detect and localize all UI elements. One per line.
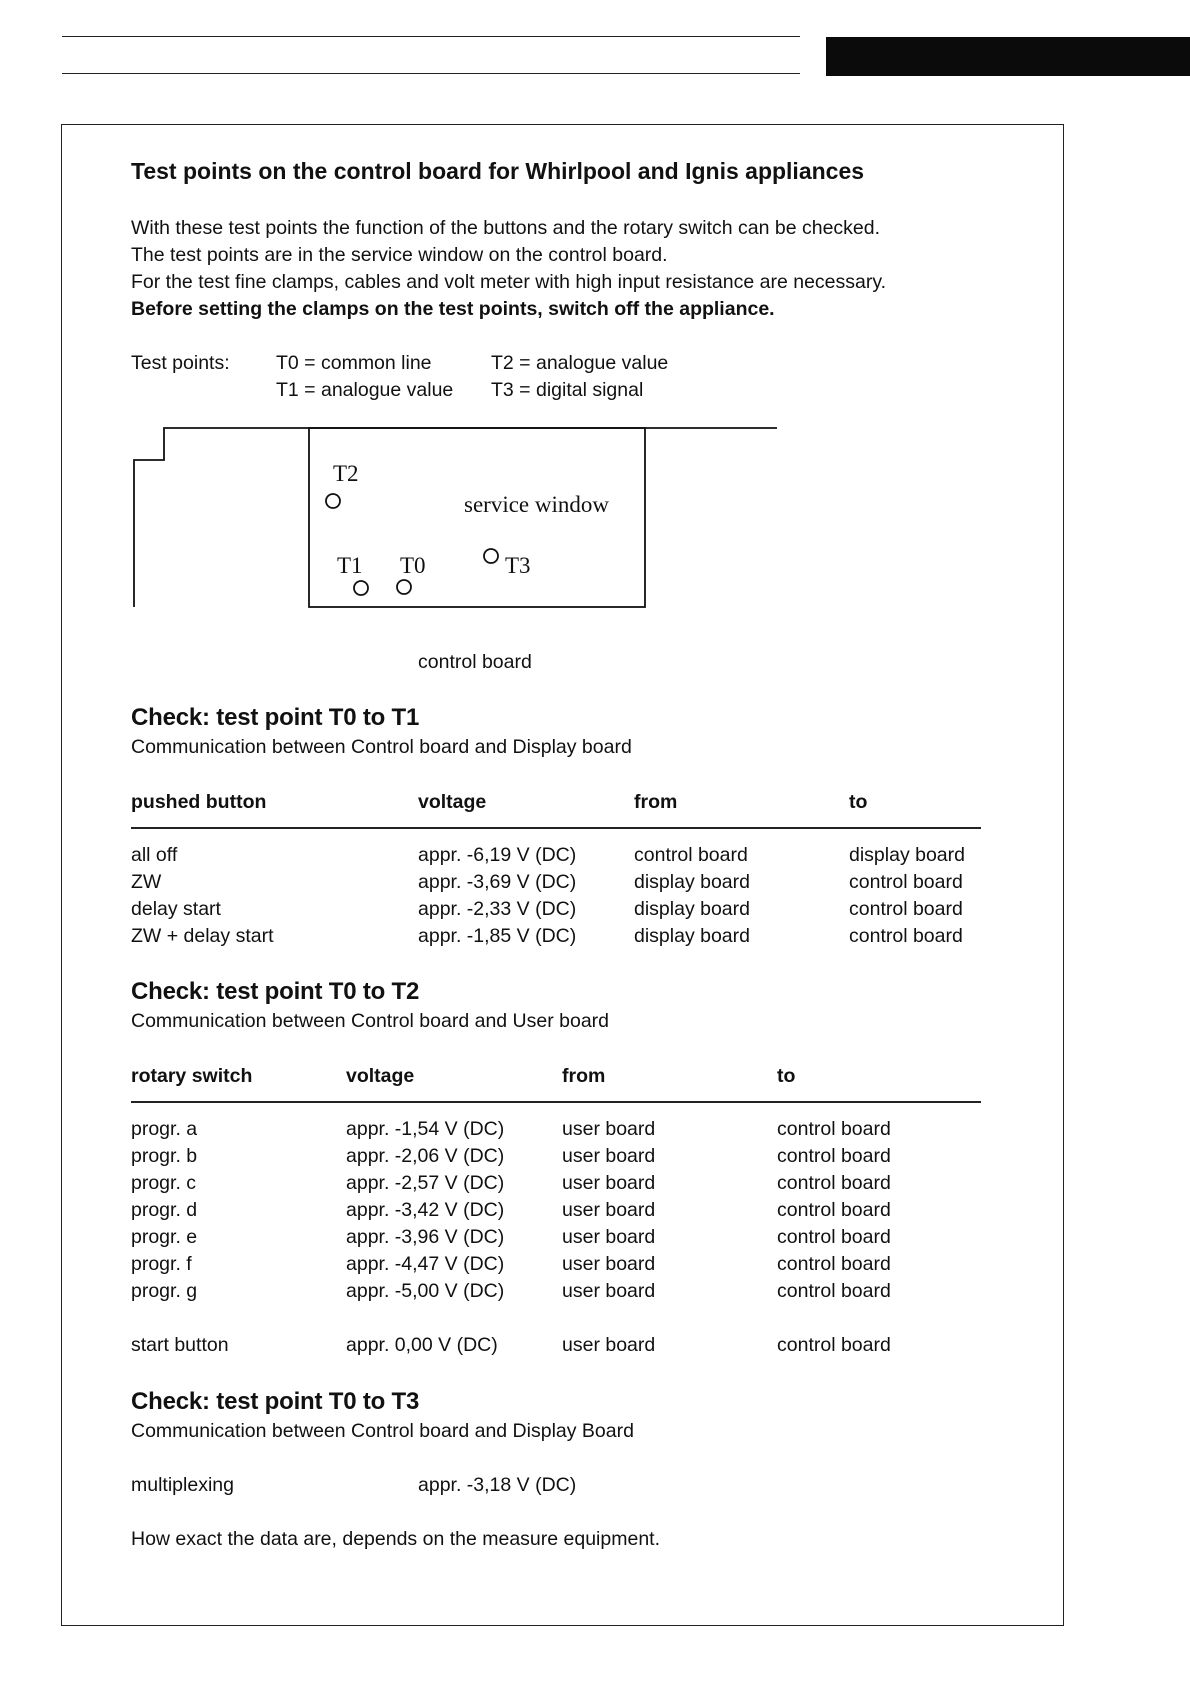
s1-header-rule [131,827,981,829]
diagram-label-t2: T2 [333,461,359,486]
section1-heading: Check: test point T0 to T1 [131,704,420,731]
cell-from: user board [562,1118,656,1140]
cell-to: control board [777,1226,891,1248]
section3-subheading: Communication between Control board and Display Board [131,1420,634,1442]
intro-line-2: The test points are in the service window on the control board. [131,244,668,266]
page-title: Test points on the control board for Whirlpool and Ignis appliances [131,158,865,184]
cell-to: control board [849,871,963,893]
cell-to: control board [777,1118,891,1140]
section2-heading: Check: test point T0 to T2 [131,978,420,1005]
cell-switch: progr. e [131,1226,198,1248]
cell-voltage: appr. -3,42 V (DC) [346,1199,505,1221]
intro-line-1: With these test points the function of the buttons and the rotary switch can be checked. [131,217,881,239]
s2-col-from: from [562,1065,606,1087]
cell-button: ZW + delay start [131,925,274,947]
section2-subheading: Communication between Control board and User board [131,1010,610,1032]
diagram-label-t3: T3 [505,553,531,578]
section1-subheading: Communication between Control board and Display board [131,736,632,758]
cell-switch: progr. a [131,1118,198,1140]
cell-signal: multiplexing [131,1474,234,1496]
cell-from: user board [562,1334,656,1356]
cell-voltage: appr. -6,19 V (DC) [418,844,577,866]
cell-from: user board [562,1253,656,1275]
cell-switch: progr. c [131,1172,197,1194]
cell-to: control board [777,1199,891,1221]
cell-voltage: appr. -3,69 V (DC) [418,871,577,893]
cell-voltage: appr. -2,33 V (DC) [418,898,577,920]
cell-from: user board [562,1199,656,1221]
diagram-caption: control board [418,651,532,673]
t2-circle [326,494,340,508]
t1-circle [354,581,368,595]
cell-button: all off [131,844,178,866]
cell-from: user board [562,1145,656,1167]
cell-from: display board [634,925,750,947]
test-point-t2: T2 = analogue value [491,352,669,374]
cell-switch: progr. g [131,1280,198,1302]
cell-to: display board [849,844,965,866]
cell-switch: progr. f [131,1253,192,1275]
footer-note: How exact the data are, depends on the measure equipment. [131,1528,661,1550]
cell-voltage: appr. -1,54 V (DC) [346,1118,505,1140]
t3-circle [484,549,498,563]
cell-voltage: appr. 0,00 V (DC) [346,1334,498,1356]
cell-button: ZW [131,871,162,893]
diagram-label-t1: T1 [337,553,363,578]
cell-to: control board [849,898,963,920]
diagram-label-service-window: service window [464,492,609,517]
intro-warning: Before setting the clamps on the test points, switch off the appliance. [131,298,775,320]
cell-voltage: appr. -2,57 V (DC) [346,1172,505,1194]
cell-to: control board [777,1172,891,1194]
cell-from: control board [634,844,748,866]
cell-voltage: appr. -4,47 V (DC) [346,1253,505,1275]
cell-to: control board [777,1253,891,1275]
cell-voltage: appr. -2,06 V (DC) [346,1145,505,1167]
cell-voltage: appr. -3,96 V (DC) [346,1226,505,1248]
board-outline [134,428,777,607]
cell-from: user board [562,1172,656,1194]
test-point-t0: T0 = common line [276,352,432,374]
cell-button: delay start [131,898,221,920]
cell-to: control board [777,1280,891,1302]
service-window-box [309,428,645,607]
s2-col-voltage: voltage [346,1065,415,1087]
s1-col-from: from [634,791,678,813]
s1-col-pushed-button: pushed button [131,791,267,813]
cell-to: control board [777,1334,891,1356]
cell-switch: start button [131,1334,229,1356]
cell-to: control board [849,925,963,947]
test-point-t1: T1 = analogue value [276,379,454,401]
s1-col-voltage: voltage [418,791,487,813]
test-points-label: Test points: [131,352,230,374]
t0-circle [397,580,411,594]
s2-col-to: to [777,1065,796,1087]
cell-voltage: appr. -1,85 V (DC) [418,925,577,947]
test-point-t3: T3 = digital signal [491,379,644,401]
cell-switch: progr. b [131,1145,198,1167]
s1-col-to: to [849,791,868,813]
s2-header-rule [131,1101,981,1103]
s2-col-rotary-switch: rotary switch [131,1065,253,1087]
cell-from: user board [562,1226,656,1248]
cell-from: display board [634,898,750,920]
cell-voltage: appr. -5,00 V (DC) [346,1280,505,1302]
cell-to: control board [777,1145,891,1167]
section3-heading: Check: test point T0 to T3 [131,1388,420,1415]
cell-from: display board [634,871,750,893]
cell-switch: progr. d [131,1199,198,1221]
cell-from: user board [562,1280,656,1302]
diagram-label-t0: T0 [400,553,426,578]
cell-voltage: appr. -3,18 V (DC) [418,1474,577,1496]
intro-line-3: For the test fine clamps, cables and volt meter with high input resistance are necessary. [131,271,887,293]
